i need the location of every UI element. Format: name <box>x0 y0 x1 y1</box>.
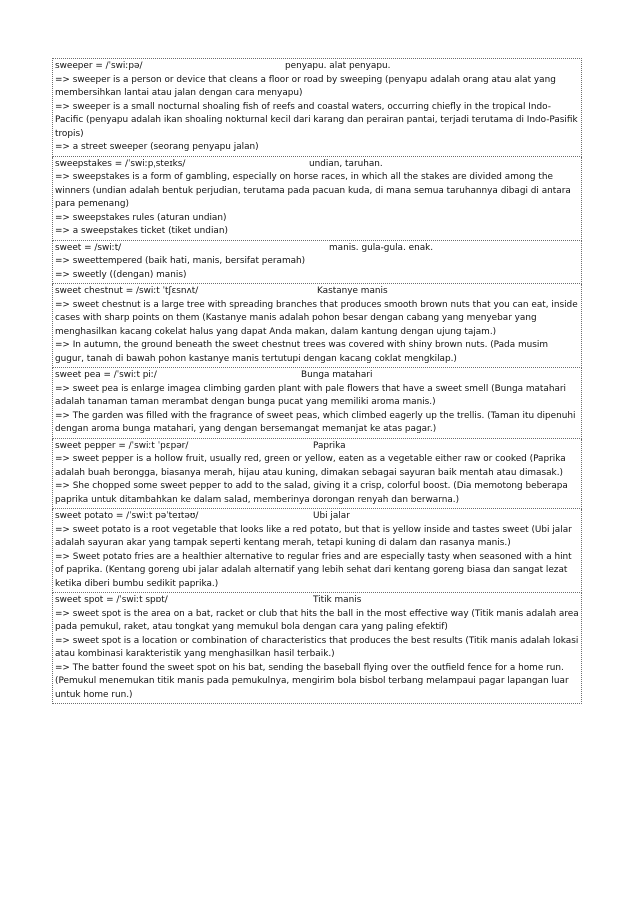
entry-line: => sweepstakes is a form of gambling, especially on horse races, in which all the stakes are divided among the winners (undian adalah bentuk perjudian, terutama pada pacuan kuda, di mana semua taruhannya dibagi di antara para pemenang) <box>55 172 571 209</box>
entry-line: => sweeper is a person or device that cleans a floor or road by sweeping (penyapu adalah orang atau alat yang membersihkan lantai atau jalan dengan cara menyapu) <box>55 74 556 98</box>
entry-head <box>55 158 579 172</box>
entry-head <box>55 594 579 608</box>
entry-head <box>55 285 579 299</box>
entry-translation: Bunga matahari <box>301 370 373 380</box>
dictionary-entry <box>52 284 582 368</box>
entry-line: => sweet spot is the area on a bat, racket or club that hits the ball in the most effective way (Titik manis adalah area pada pemukul, raket, atau tongkat yang memukul bola dengan cara yang paling efektif) <box>55 608 579 632</box>
dictionary-page <box>52 58 582 704</box>
entry-head <box>55 242 579 256</box>
dictionary-entry <box>52 439 582 510</box>
entry-headword: sweet chestnut = /swiːt ˈtʃɛsnʌt/ <box>55 286 199 296</box>
entry-translation: Paprika <box>313 440 346 451</box>
entry-translation: manis. gula-gula. enak. <box>329 242 434 253</box>
entry-line: => The garden was filled with the fragrance of sweet peas, which climbed eagerly up the trellis. (Taman itu dipenuhi dengan aroma bunga matahari, yang dengan bersemangat memanjat ke atas pagar.) <box>55 410 576 434</box>
entry-headword: sweet = /swiːt/ <box>55 242 122 253</box>
dictionary-entry <box>52 593 582 704</box>
dictionary-entry <box>52 509 582 593</box>
dictionary-entry <box>52 241 582 285</box>
entry-line: => sweet potato is a root vegetable that looks like a red potato, but that is yellow inside and tastes sweet (Ubi jalar adalah sayuran akar yang tampak seperti kentang merah, tetapi kuning di dalam dan rasanya manis.) <box>55 524 572 548</box>
dictionary-entry <box>52 157 582 241</box>
entry-line: => sweettempered (baik hati, manis, bersifat peramah) <box>55 256 306 266</box>
entry-translation: penyapu. alat penyapu. <box>285 61 391 71</box>
entry-headword: sweet spot = /ˈswiːt spɒt/ <box>55 595 168 605</box>
entry-headword: sweet pepper = /ˈswiːt ˈpɛpər/ <box>55 440 189 451</box>
dictionary-entry <box>52 368 582 439</box>
entry-line: => a street sweeper (seorang penyapu jalan) <box>55 142 259 152</box>
entry-line: => sweet spot is a location or combination of characteristics that produces the best results (Titik manis adalah lokasi atau kombinasi karakteristik yang menghasilkan hasil terbaik.) <box>55 635 579 659</box>
entry-line: => sweet pepper is a hollow fruit, usually red, green or yellow, eaten as a vegetable either raw or cooked (Paprika adalah buah berongga, biasanya merah, hijau atau kuning, dimakan sebagai sayuran baik mentah atau dimasak.) <box>55 454 566 478</box>
entry-headword: sweet potato = /ˈswiːt pəˈteɪtəʊ/ <box>55 511 199 521</box>
entry-head <box>55 510 579 524</box>
entry-head <box>55 369 579 383</box>
entry-line: => sweet pea is enlarge imagea climbing garden plant with pale flowers that have a sweet smell (Bunga matahari adalah tanaman taman merambat dengan bunga pucat yang memiliki aroma manis.) <box>55 383 567 407</box>
dictionary-entry <box>52 58 582 157</box>
entry-headword: sweeper = /ˈswiːpə/ <box>55 61 143 71</box>
entry-line: => Sweet potato fries are a healthier alternative to regular fries and are especially tasty when seasoned with a hint of paprika. (Kentang goreng ubi jalar adalah alternatif yang lebih sehat dari kentang goreng biasa dan sangat lezat ketika diberi bumbu sedikit paprika.) <box>55 551 572 589</box>
entry-line: => The batter found the sweet spot on his bat, sending the baseball flying over the outfield fence for a home run. (Pemukul menemukan titik manis pada pemukulnya, mengirim bola bisbol terbang melampaui pagar lapangan luar untuk home run.) <box>55 662 569 700</box>
entry-headword: sweet pea = /ˈswiːt piː/ <box>55 370 157 380</box>
entry-line: => sweeper is a small nocturnal shoaling fish of reefs and coastal waters, occurring chiefly in the tropical Indo-Pacific (penyapu adalah ikan shoaling nokturnal kecil dari karang dan perairan pantai, terjadi terutama di Indo-Pasifik tropis) <box>55 101 578 139</box>
entry-translation: Titik manis <box>313 595 362 605</box>
entry-translation: Ubi jalar <box>313 511 350 521</box>
entry-translation: Kastanye manis <box>317 286 388 296</box>
entry-line: => In autumn, the ground beneath the sweet chestnut trees was covered with shiny brown nuts. (Pada musim gugur, tanah di bawah pohon kastanye manis tertutupi dengan kacang coklat mengkilap.) <box>55 340 548 364</box>
entry-line: => sweet chestnut is a large tree with spreading branches that produces smooth brown nuts that you can eat, inside cases with sharp points on them (Kastanye manis adalah pohon besar dengan cabang yang menyebar yang menghasilkan kacang cokelat halus yang dapat Anda makan, dalam kantung dengan ujung tajam.) <box>55 299 578 337</box>
entry-head <box>55 60 579 74</box>
entry-line: => a sweepstakes ticket (tiket undian) <box>55 226 228 236</box>
entry-line: => sweepstakes rules (aturan undian) <box>55 212 227 223</box>
entry-translation: undian, taruhan. <box>309 158 383 169</box>
entry-line: => She chopped some sweet pepper to add to the salad, giving it a crisp, colorful boost. (Dia memotong beberapa paprika untuk ditambahkan ke dalam salad, memberinya dorongan renyah dan berwarna.) <box>55 481 568 505</box>
entry-headword: sweepstakes = /ˈswiːpˌsteɪks/ <box>55 158 186 169</box>
entry-head <box>55 440 579 454</box>
entry-line: => sweetly ((dengan) manis) <box>55 269 187 280</box>
